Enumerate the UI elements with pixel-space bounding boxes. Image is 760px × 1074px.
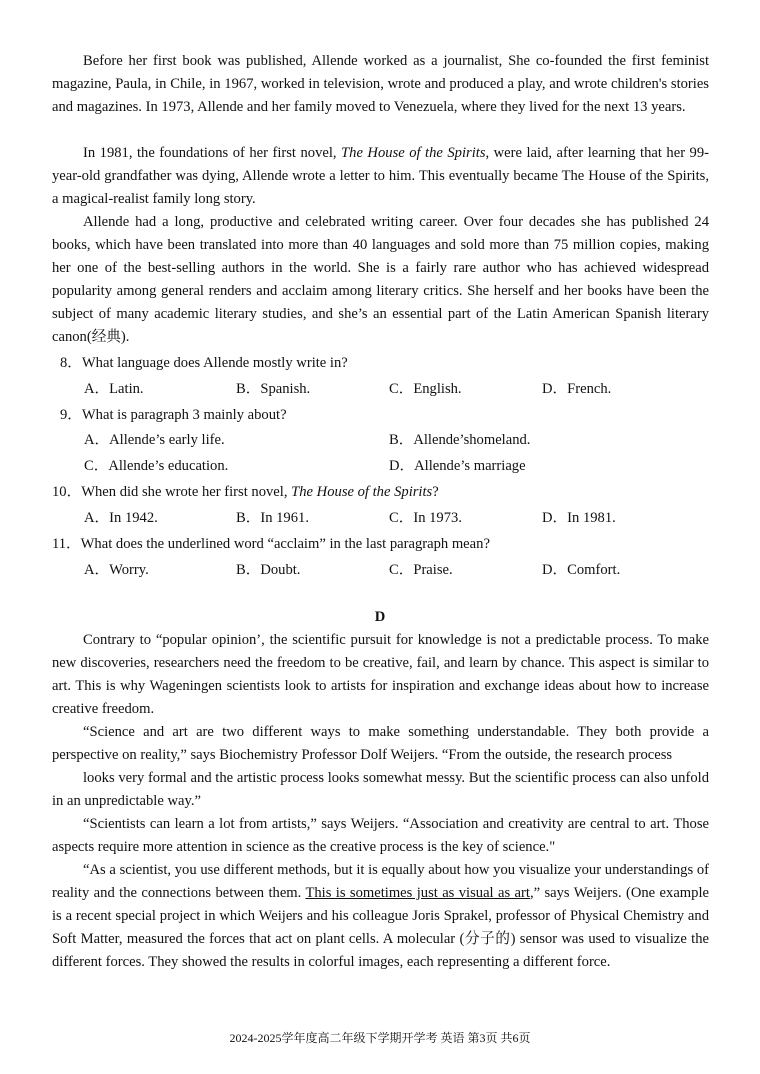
q11-option-a: A．Worry. xyxy=(84,562,149,578)
question-8 xyxy=(60,352,348,375)
question-text-end: ? xyxy=(432,484,439,500)
q10-option-b: B．In 1961. xyxy=(236,510,309,526)
paragraph-4-text-start: “As a scientist, you use different methods, but it is equally about how you visualize your understandings of reality and the connections between them. xyxy=(52,862,709,901)
paragraph-2-text-end: , were laid, after learning that her 99-year-old grandfather was dying, Allende wrote a letter to him. This eventually became The House of the Spirits, a magical-realist family long story. xyxy=(52,145,709,207)
passage-c-paragraph-3: Allende had a long, productive and celebrated writing career. Over four decades she has published 24 books, which have been translated into more than 40 languages and sold more than 75 million copies, making her one of the best-selling authors in the world. She is a fairly rare author who has achieved widespread popularity among general renders and acclaim among literary critics. She herself and her books have been the subject of many academic literary studies, and she’s an essential part of the Latin American Spanish literary canon(经典). xyxy=(52,214,709,345)
q9-option-b: B．Allende’shomeland. xyxy=(389,432,531,448)
question-number: 10． xyxy=(52,484,82,500)
question-number: 8． xyxy=(60,355,82,371)
passage-d-paragraph-4 xyxy=(52,859,709,974)
question-text: What is paragraph 3 mainly about? xyxy=(81,407,287,423)
question-number: 11． xyxy=(52,536,81,552)
passage-d-paragraph-3: “Scientists can learn a lot from artists,” says Weijers. “Association and creativity are central to art. Those aspects require more attention in science as the creative process is the key of science." xyxy=(52,816,709,855)
q9-option-a: A．Allende’s early life. xyxy=(84,432,225,448)
question-11 xyxy=(52,533,490,556)
page-footer: 2024-2025学年度高二年级下学期开学考 英语 第3页 共6页 xyxy=(229,1031,531,1045)
passage-d-paragraph-2b: looks very formal and the artistic process looks somewhat messy. But the scientific process can also unfold in an unpredictable way.” xyxy=(52,770,709,809)
question-text: What language does Allende mostly write in? xyxy=(81,355,348,371)
q9-option-c: C．Allende’s education. xyxy=(84,458,229,474)
passage-d-paragraph-2a: “Science and art are two different ways to make something understandable. They both provide a perspective on reality,” says Biochemistry Professor Dolf Weijers. “From the outside, the research process xyxy=(52,724,709,763)
passage-d-heading: D xyxy=(374,609,386,625)
q10-option-c: C．In 1973. xyxy=(389,510,462,526)
underlined-sentence: This is sometimes just as visual as art xyxy=(305,885,530,901)
novel-title: The House of the Spirits xyxy=(341,145,486,161)
q9-option-d: D．Allende’s marriage xyxy=(389,458,526,474)
question-text-start: When did she wrote her first novel, xyxy=(81,484,292,500)
novel-title: The House of the Spirits xyxy=(291,484,433,500)
question-9 xyxy=(60,404,287,427)
passage-c-paragraph-1: Before her first book was published, Allende worked as a journalist, She co-founded the first feminist magazine, Paula, in Chile, in 1967, worked in television, wrote and produced a play, and wrote children's stories and magazines. In 1973, Allende and her family moved to Venezuela, where they lived for the next 13 years. xyxy=(52,53,709,115)
q11-option-d: D．Comfort. xyxy=(542,562,621,578)
q11-option-c: C．Praise. xyxy=(389,562,453,578)
passage-d-paragraph-1: Contrary to “popular opinion’, the scientific pursuit for knowledge is not a predictable process. To make new discoveries, researchers need the freedom to be creative, fail, and learn by chance. This aspect is similar to art. This is why Wageningen scientists look to artists for inspiration and exchange ideas about how to increase creative freedom. xyxy=(52,632,709,717)
question-10 xyxy=(52,481,439,504)
passage-c-paragraph-2 xyxy=(52,142,709,211)
q8-option-b: B．Spanish. xyxy=(236,381,311,397)
q11-option-b: B．Doubt. xyxy=(236,562,301,578)
question-text: What does the underlined word “acclaim” in the last paragraph mean? xyxy=(80,536,490,552)
paragraph-4-text-end: ,” says Weijers. (One example is a recent special project in which Weijers and his colleague Joris Sprakel, professor of Physical Chemistry and Soft Matter, measured the forces that act on plant cells. A molecular (分子的) sensor was used to visualize the different forces. They showed the results in colorful images, each representing a different force. xyxy=(52,885,709,970)
question-number: 9． xyxy=(60,407,82,423)
paragraph-2-text-start: In 1981, the foundations of her first novel, xyxy=(83,145,342,161)
q8-option-d: D．French. xyxy=(542,381,612,397)
q8-option-a: A．Latin. xyxy=(84,381,144,397)
q10-option-d: D．In 1981. xyxy=(542,510,616,526)
q8-option-c: C．English. xyxy=(389,381,462,397)
q10-option-a: A．In 1942. xyxy=(84,510,158,526)
